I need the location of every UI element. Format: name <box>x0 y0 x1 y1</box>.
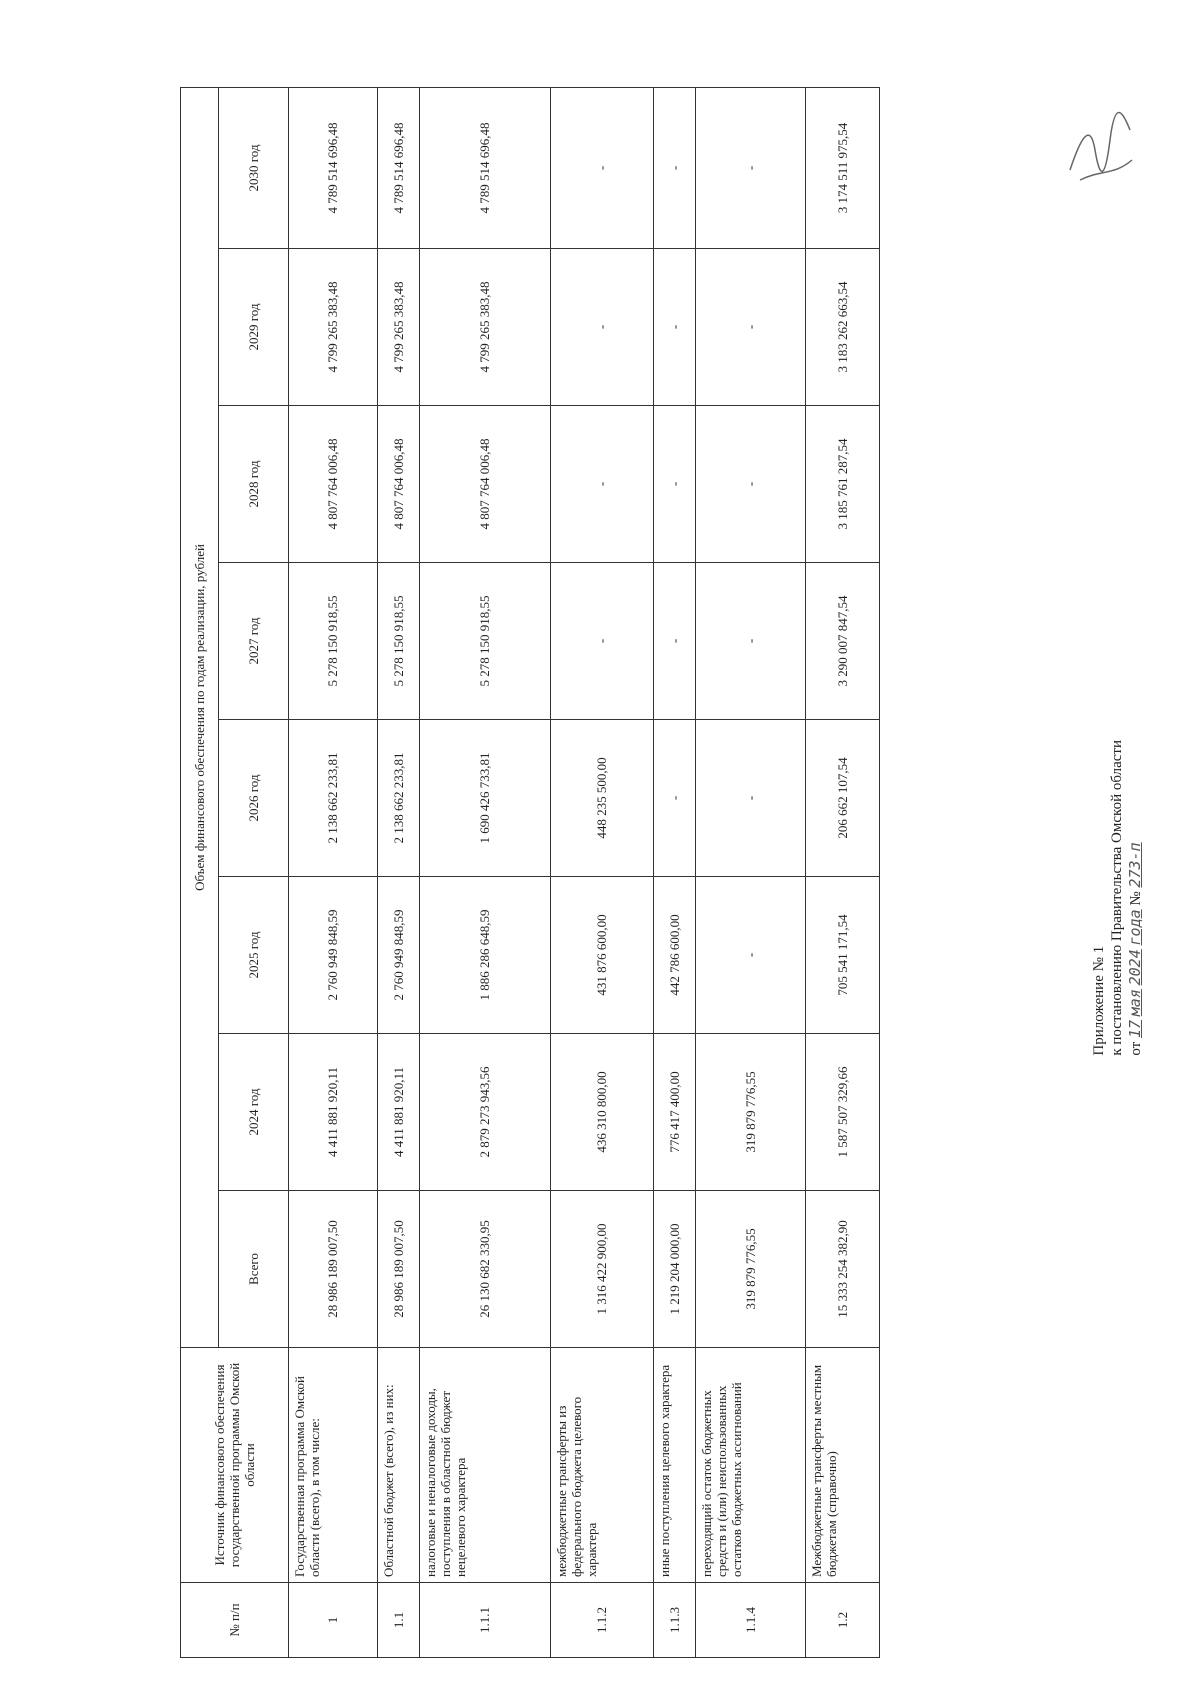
cell-2028: - <box>654 406 696 563</box>
cell-2029: - <box>654 249 696 406</box>
row-number: 1.1 <box>377 1583 419 1658</box>
cell-2027: - <box>654 563 696 720</box>
cell-total: 28 986 189 007,50 <box>377 1191 419 1348</box>
cell-2024: 4 411 881 920,11 <box>377 1034 419 1191</box>
cell-2030: 4 789 514 696,48 <box>289 87 378 248</box>
cell-2029: - <box>550 249 653 406</box>
cell-2026: - <box>696 720 806 877</box>
cell-2029: - <box>696 249 806 406</box>
cell-total: 1 219 204 000,00 <box>654 1191 696 1348</box>
col-header-2024: 2024 год <box>219 1034 289 1191</box>
cell-2027: 3 290 007 847,54 <box>806 563 880 720</box>
cell-2029: 3 183 262 663,54 <box>806 249 880 406</box>
date-number-line <box>1126 740 1145 1056</box>
cell-2030: 4 789 514 696,48 <box>377 87 419 248</box>
cell-2025: 442 786 600,00 <box>654 877 696 1034</box>
cell-2024: 4 411 881 920,11 <box>289 1034 378 1191</box>
cell-2028: 4 807 764 006,48 <box>377 406 419 563</box>
cell-2025: 2 760 949 848,59 <box>377 877 419 1034</box>
row-source: иные поступления целевого характера <box>654 1348 696 1583</box>
row-number: 1.1.2 <box>550 1583 653 1658</box>
cell-2030: 3 174 511 975,54 <box>806 87 880 248</box>
cell-2028: 4 807 764 006,48 <box>419 406 550 563</box>
cell-2025: 2 760 949 848,59 <box>289 877 378 1034</box>
cell-2028: - <box>696 406 806 563</box>
cell-2024: 319 879 776,55 <box>696 1034 806 1191</box>
funding-table-wrapper <box>180 88 880 1658</box>
cell-2027: 5 278 150 918,55 <box>419 563 550 720</box>
cell-2026: 448 235 500,00 <box>550 720 653 877</box>
row-number: 1.2 <box>806 1583 880 1658</box>
table-row <box>377 87 419 1657</box>
cell-total: 28 986 189 007,50 <box>289 1191 378 1348</box>
row-source: переходящий остаток бюджетных средств и (или) неиспользованных остатков бюджетных ассигнований <box>696 1348 806 1583</box>
cell-2030: 4 789 514 696,48 <box>419 87 550 248</box>
table-row <box>806 87 880 1657</box>
date-prefix: от <box>1128 1041 1144 1056</box>
cell-2025: 1 886 286 648,59 <box>419 877 550 1034</box>
cell-2026: 206 662 107,54 <box>806 720 880 877</box>
col-header-number: № п/п <box>181 1583 289 1658</box>
table-row <box>289 87 378 1657</box>
row-source: налоговые и неналоговые доходы, поступления в областной бюджет нецелевого характера <box>419 1348 550 1583</box>
date-month: мая <box>1126 989 1144 1017</box>
col-header-2025: 2025 год <box>219 877 289 1034</box>
cell-2030: - <box>696 87 806 248</box>
funding-table <box>180 87 880 1658</box>
cell-2024: 1 587 507 329,66 <box>806 1034 880 1191</box>
cell-total: 26 130 682 330,95 <box>419 1191 550 1348</box>
row-source: Областной бюджет (всего), из них: <box>377 1348 419 1583</box>
table-row <box>696 87 806 1657</box>
table-row <box>654 87 696 1657</box>
cell-2027: - <box>550 563 653 720</box>
cell-2029: 4 799 265 383,48 <box>377 249 419 406</box>
cell-2030: - <box>550 87 653 248</box>
cell-total: 15 333 254 382,90 <box>806 1191 880 1348</box>
cell-2026: 2 138 662 233,81 <box>377 720 419 877</box>
col-header-source: Источник финансового обеспечения государственной программы Омской области <box>181 1348 289 1583</box>
col-header-2029: 2029 год <box>219 249 289 406</box>
cell-2027: 5 278 150 918,55 <box>289 563 378 720</box>
col-header-2030: 2030 год <box>219 87 289 248</box>
number-prefix: № <box>1128 891 1144 906</box>
group-header: Объем финансового обеспечения по годам реализации, рублей <box>181 87 219 1347</box>
col-header-2027: 2027 год <box>219 563 289 720</box>
cell-2028: 3 185 761 287,54 <box>806 406 880 563</box>
cell-2028: 4 807 764 006,48 <box>289 406 378 563</box>
cell-2024: 776 417 400,00 <box>654 1034 696 1191</box>
row-number: 1 <box>289 1583 378 1658</box>
col-header-2028: 2028 год <box>219 406 289 563</box>
table-row <box>419 87 550 1657</box>
cell-2026: - <box>654 720 696 877</box>
cell-2026: 1 690 426 733,81 <box>419 720 550 877</box>
cell-2027: 5 278 150 918,55 <box>377 563 419 720</box>
col-header-2026: 2026 год <box>219 720 289 877</box>
table-row <box>550 87 653 1657</box>
col-header-total: Всего <box>219 1191 289 1348</box>
row-source: Государственная программа Омской области (всего), в том числе: <box>289 1348 378 1583</box>
date-day: 17 <box>1126 1019 1144 1039</box>
resolution-line: к постановлению Правительства Омской области <box>1109 740 1125 1056</box>
cell-2026: 2 138 662 233,81 <box>289 720 378 877</box>
cell-2028: - <box>550 406 653 563</box>
appendix-title: Приложение № 1 <box>1091 945 1107 1056</box>
cell-2029: 4 799 265 383,48 <box>289 249 378 406</box>
cell-2024: 2 879 273 943,56 <box>419 1034 550 1191</box>
row-source: межбюджетные трансферты из федерального бюджета целевого характера <box>550 1348 653 1583</box>
date-year: 2024 <box>1126 949 1144 986</box>
cell-total: 1 316 422 900,00 <box>550 1191 653 1348</box>
document-header <box>1040 60 1200 1360</box>
cell-total: 319 879 776,55 <box>696 1191 806 1348</box>
cell-2025: 431 876 600,00 <box>550 877 653 1034</box>
cell-2027: - <box>696 563 806 720</box>
date-suffix: года <box>1126 909 1144 946</box>
cell-2025: - <box>696 877 806 1034</box>
document-number: 273-п <box>1126 842 1144 888</box>
row-number: 1.1.4 <box>696 1583 806 1658</box>
handwritten-signature <box>1060 100 1140 190</box>
cell-2025: 705 541 171,54 <box>806 877 880 1034</box>
row-number: 1.1.3 <box>654 1583 696 1658</box>
cell-2030: - <box>654 87 696 248</box>
cell-2029: 4 799 265 383,48 <box>419 249 550 406</box>
row-source: Межбюджетные трансферты местным бюджетам (справочно) <box>806 1348 880 1583</box>
row-number: 1.1.1 <box>419 1583 550 1658</box>
cell-2024: 436 310 800,00 <box>550 1034 653 1191</box>
